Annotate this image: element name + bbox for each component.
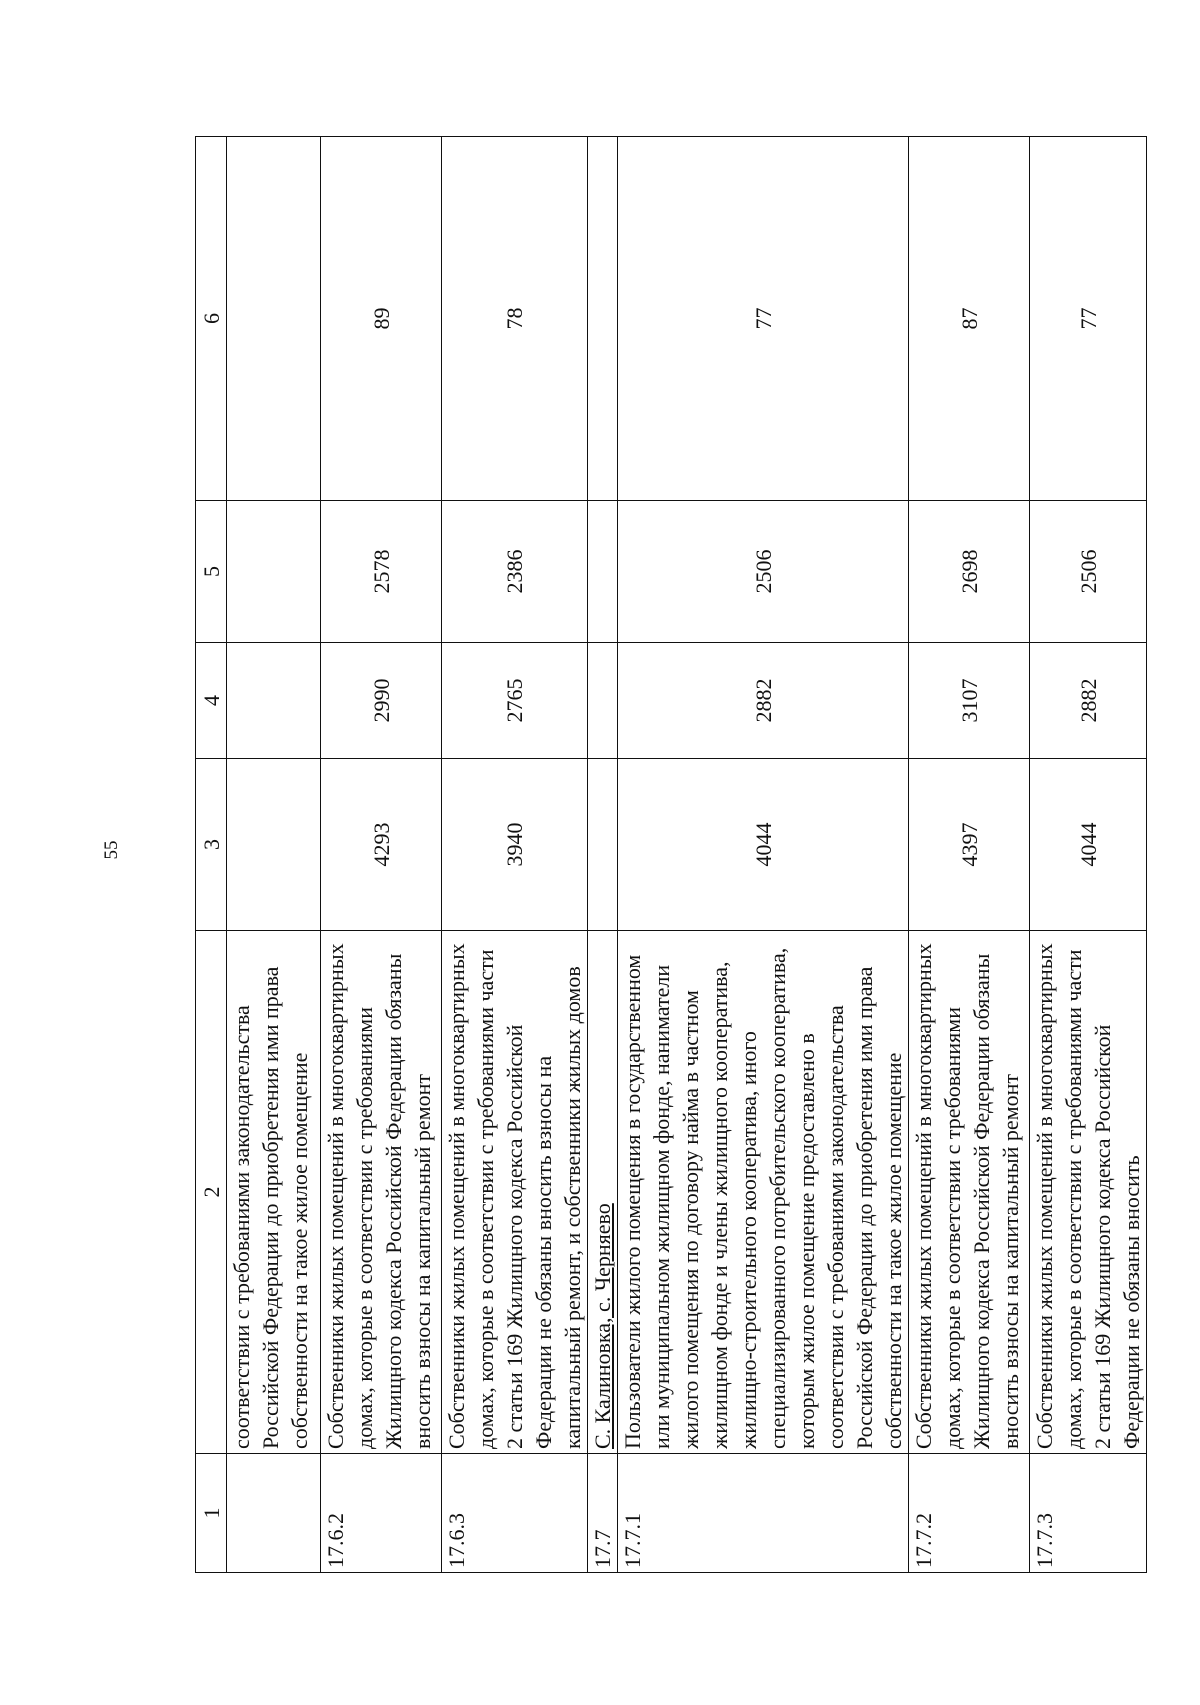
section-row [588, 137, 618, 1573]
cell-col-4: 2765 [442, 643, 588, 759]
row-number [227, 1454, 321, 1573]
section-title: С. Калиновка, с. Черняево [588, 931, 618, 1454]
cell-col-6: 89 [321, 137, 442, 501]
table-row [909, 137, 1030, 1573]
table-row [321, 137, 442, 1573]
cell-col-3 [227, 759, 321, 931]
cell-col-5: 2386 [442, 501, 588, 643]
rotated-table-container [195, 137, 1144, 1573]
row-number: 17.7.1 [618, 1454, 909, 1573]
cell-col-4: 2990 [321, 643, 442, 759]
cell-col-5: 2506 [618, 501, 909, 643]
cell-col-3: 4397 [909, 759, 1030, 931]
header-col-5: 5 [196, 501, 227, 643]
row-description: Собственники жилых помещений в многоквартирных домах, которые в соответствии с требованиями части 2 статьи 169 Жилищного кодекса Российской Федерации не обязаны вносить [1030, 931, 1147, 1454]
cell-col-3: 4044 [1030, 759, 1147, 931]
table-header-row [196, 137, 227, 1573]
cell-col-4: 2882 [618, 643, 909, 759]
header-col-4: 4 [196, 643, 227, 759]
tariff-table [195, 136, 1147, 1573]
table-row [442, 137, 588, 1573]
cell-col-5 [588, 501, 618, 643]
cell-col-6: 87 [909, 137, 1030, 501]
cell-col-5: 2506 [1030, 501, 1147, 643]
row-description: Собственники жилых помещений в многоквартирных домах, которые в соответствии с требованиями Жилищного кодекса Российской Федерации обязаны вносить взносы на капитальный ремонт [909, 931, 1030, 1454]
cell-col-6: 77 [1030, 137, 1147, 501]
header-col-6: 6 [196, 137, 227, 501]
row-description: Собственники жилых помещений в многоквартирных домах, которые в соответствии с требованиями Жилищного кодекса Российской Федерации обязаны вносить взносы на капитальный ремонт [321, 931, 442, 1454]
row-number: 17.6.3 [442, 1454, 588, 1573]
cell-col-6 [588, 137, 618, 501]
row-number: 17.7 [588, 1454, 618, 1573]
table-row [1030, 137, 1147, 1573]
table-row [618, 137, 909, 1573]
cell-col-3 [588, 759, 618, 931]
cell-col-5: 2578 [321, 501, 442, 643]
row-description: Собственники жилых помещений в многоквартирных домах, которые в соответствии с требованиями части 2 статьи 169 Жилищного кодекса Российской Федерации не обязаны вносить взносы на капитальный ремонт, и собственники жилых домов [442, 931, 588, 1454]
cell-col-3: 4044 [618, 759, 909, 931]
row-number: 17.6.2 [321, 1454, 442, 1573]
cell-col-4: 2882 [1030, 643, 1147, 759]
cell-col-5: 2698 [909, 501, 1030, 643]
row-number: 17.7.3 [1030, 1454, 1147, 1573]
page-number: 55 [101, 840, 122, 860]
cell-col-5 [227, 501, 321, 643]
row-number: 17.7.2 [909, 1454, 1030, 1573]
cell-col-4 [588, 643, 618, 759]
row-description: соответствии с требованиями законодательства Российской Федерации до приобретения ими права собственности на такое жилое помещение [227, 931, 321, 1454]
row-description: Пользователи жилого помещения в государственном или муниципальном жилищном фонде, наниматели жилого помещения по договору найма в частном жилищном фонде и члены жилищного кооператива, жилищно-строительного кооператива, иного специализированного потребительского кооператива, которым жилое помещение предоставлено в соответствии с требованиями законодательства Российской Федерации до приобретения ими права собственности на такое жилое помещение [618, 931, 909, 1454]
cell-col-4 [227, 643, 321, 759]
table-row [227, 137, 321, 1573]
cell-col-3: 3940 [442, 759, 588, 931]
header-col-1: 1 [196, 1454, 227, 1573]
cell-col-6: 77 [618, 137, 909, 501]
cell-col-4: 3107 [909, 643, 1030, 759]
cell-col-6 [227, 137, 321, 501]
header-col-2: 2 [196, 931, 227, 1454]
cell-col-6: 78 [442, 137, 588, 501]
header-col-3: 3 [196, 759, 227, 931]
cell-col-3: 4293 [321, 759, 442, 931]
